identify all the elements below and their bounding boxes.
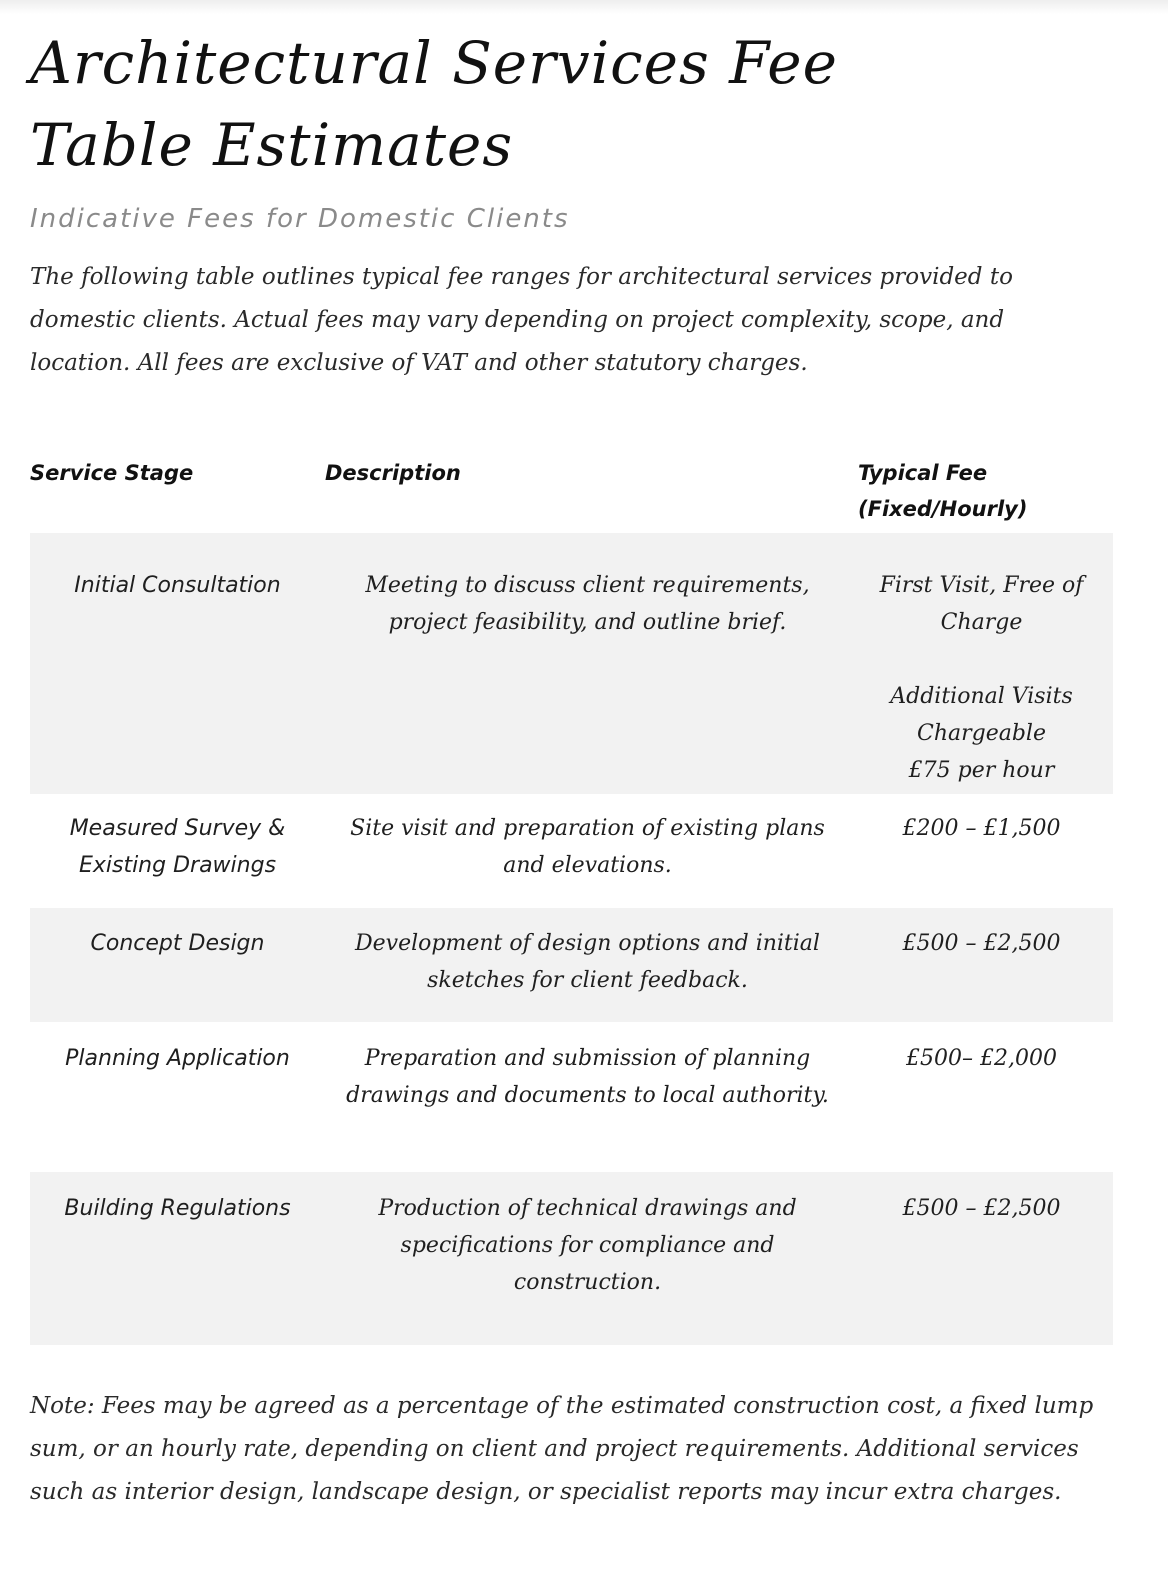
fee-line-additional-visits: Additional Visits Chargeable bbox=[890, 684, 1073, 746]
description-cell: Development of design options and initial sketches for client feedback. bbox=[325, 908, 850, 1022]
header-description: Description bbox=[325, 461, 461, 485]
fee-table bbox=[30, 455, 1113, 1345]
stage-cell: Planning Application bbox=[65, 1046, 290, 1071]
top-shadow bbox=[0, 0, 1168, 14]
table-row bbox=[30, 1172, 1113, 1345]
fee-cell: £200 – £1,500 bbox=[902, 816, 1061, 841]
page-title: Architectural Services Fee Table Estimates bbox=[30, 29, 838, 179]
stage-cell: Concept Design bbox=[30, 908, 325, 1022]
header-typical-fee: Typical Fee (Fixed/Hourly) bbox=[858, 461, 1028, 521]
fee-cell: £500 – £2,500 bbox=[850, 908, 1113, 1022]
fee-line-first-visit: First Visit, Free of Charge bbox=[879, 573, 1084, 635]
table-row bbox=[30, 1022, 1113, 1172]
intro-paragraph: The following table outlines typical fee ranges for architectural services provided to domestic clients. Actual fees may vary depending on project complexity, scope, and location. All fees are exclusive of VAT and other statutory charges. bbox=[30, 264, 1013, 376]
header-service-stage: Service Stage bbox=[30, 461, 194, 485]
table-header-row bbox=[30, 455, 1113, 533]
stage-cell: Measured Survey & Existing Drawings bbox=[69, 816, 286, 878]
description-cell: Meeting to discuss client requirements, project feasibility, and outline brief. bbox=[325, 533, 850, 794]
stage-cell: Initial Consultation bbox=[30, 533, 325, 794]
fee-note: Note: Fees may be agreed as a percentage of the estimated construction cost, a fixed lump sum, or an hourly rate, depending on client and project requirements. Additional services such as interior design, landscape design, or specialist reports may incur extra charges. bbox=[30, 1393, 1094, 1505]
fee-line-hourly-rate: £75 per hour bbox=[908, 758, 1055, 783]
table-row bbox=[30, 533, 1113, 794]
stage-cell: Building Regulations bbox=[30, 1172, 325, 1345]
fee-cell: £500 – £2,500 bbox=[850, 1172, 1113, 1345]
description-cell: Preparation and submission of planning drawings and documents to local authority. bbox=[346, 1046, 829, 1108]
fee-spacer bbox=[858, 641, 1105, 678]
fee-cell: £500– £2,000 bbox=[906, 1046, 1057, 1071]
description-cell: Production of technical drawings and specifications for compliance and construction. bbox=[325, 1172, 850, 1345]
page-content bbox=[30, 22, 1130, 385]
table-row bbox=[30, 908, 1113, 1022]
description-cell: Site visit and preparation of existing plans and elevations. bbox=[350, 816, 825, 878]
table-row bbox=[30, 794, 1113, 908]
page-subtitle: Indicative Fees for Domestic Clients bbox=[30, 204, 570, 234]
fee-cell bbox=[850, 533, 1113, 794]
